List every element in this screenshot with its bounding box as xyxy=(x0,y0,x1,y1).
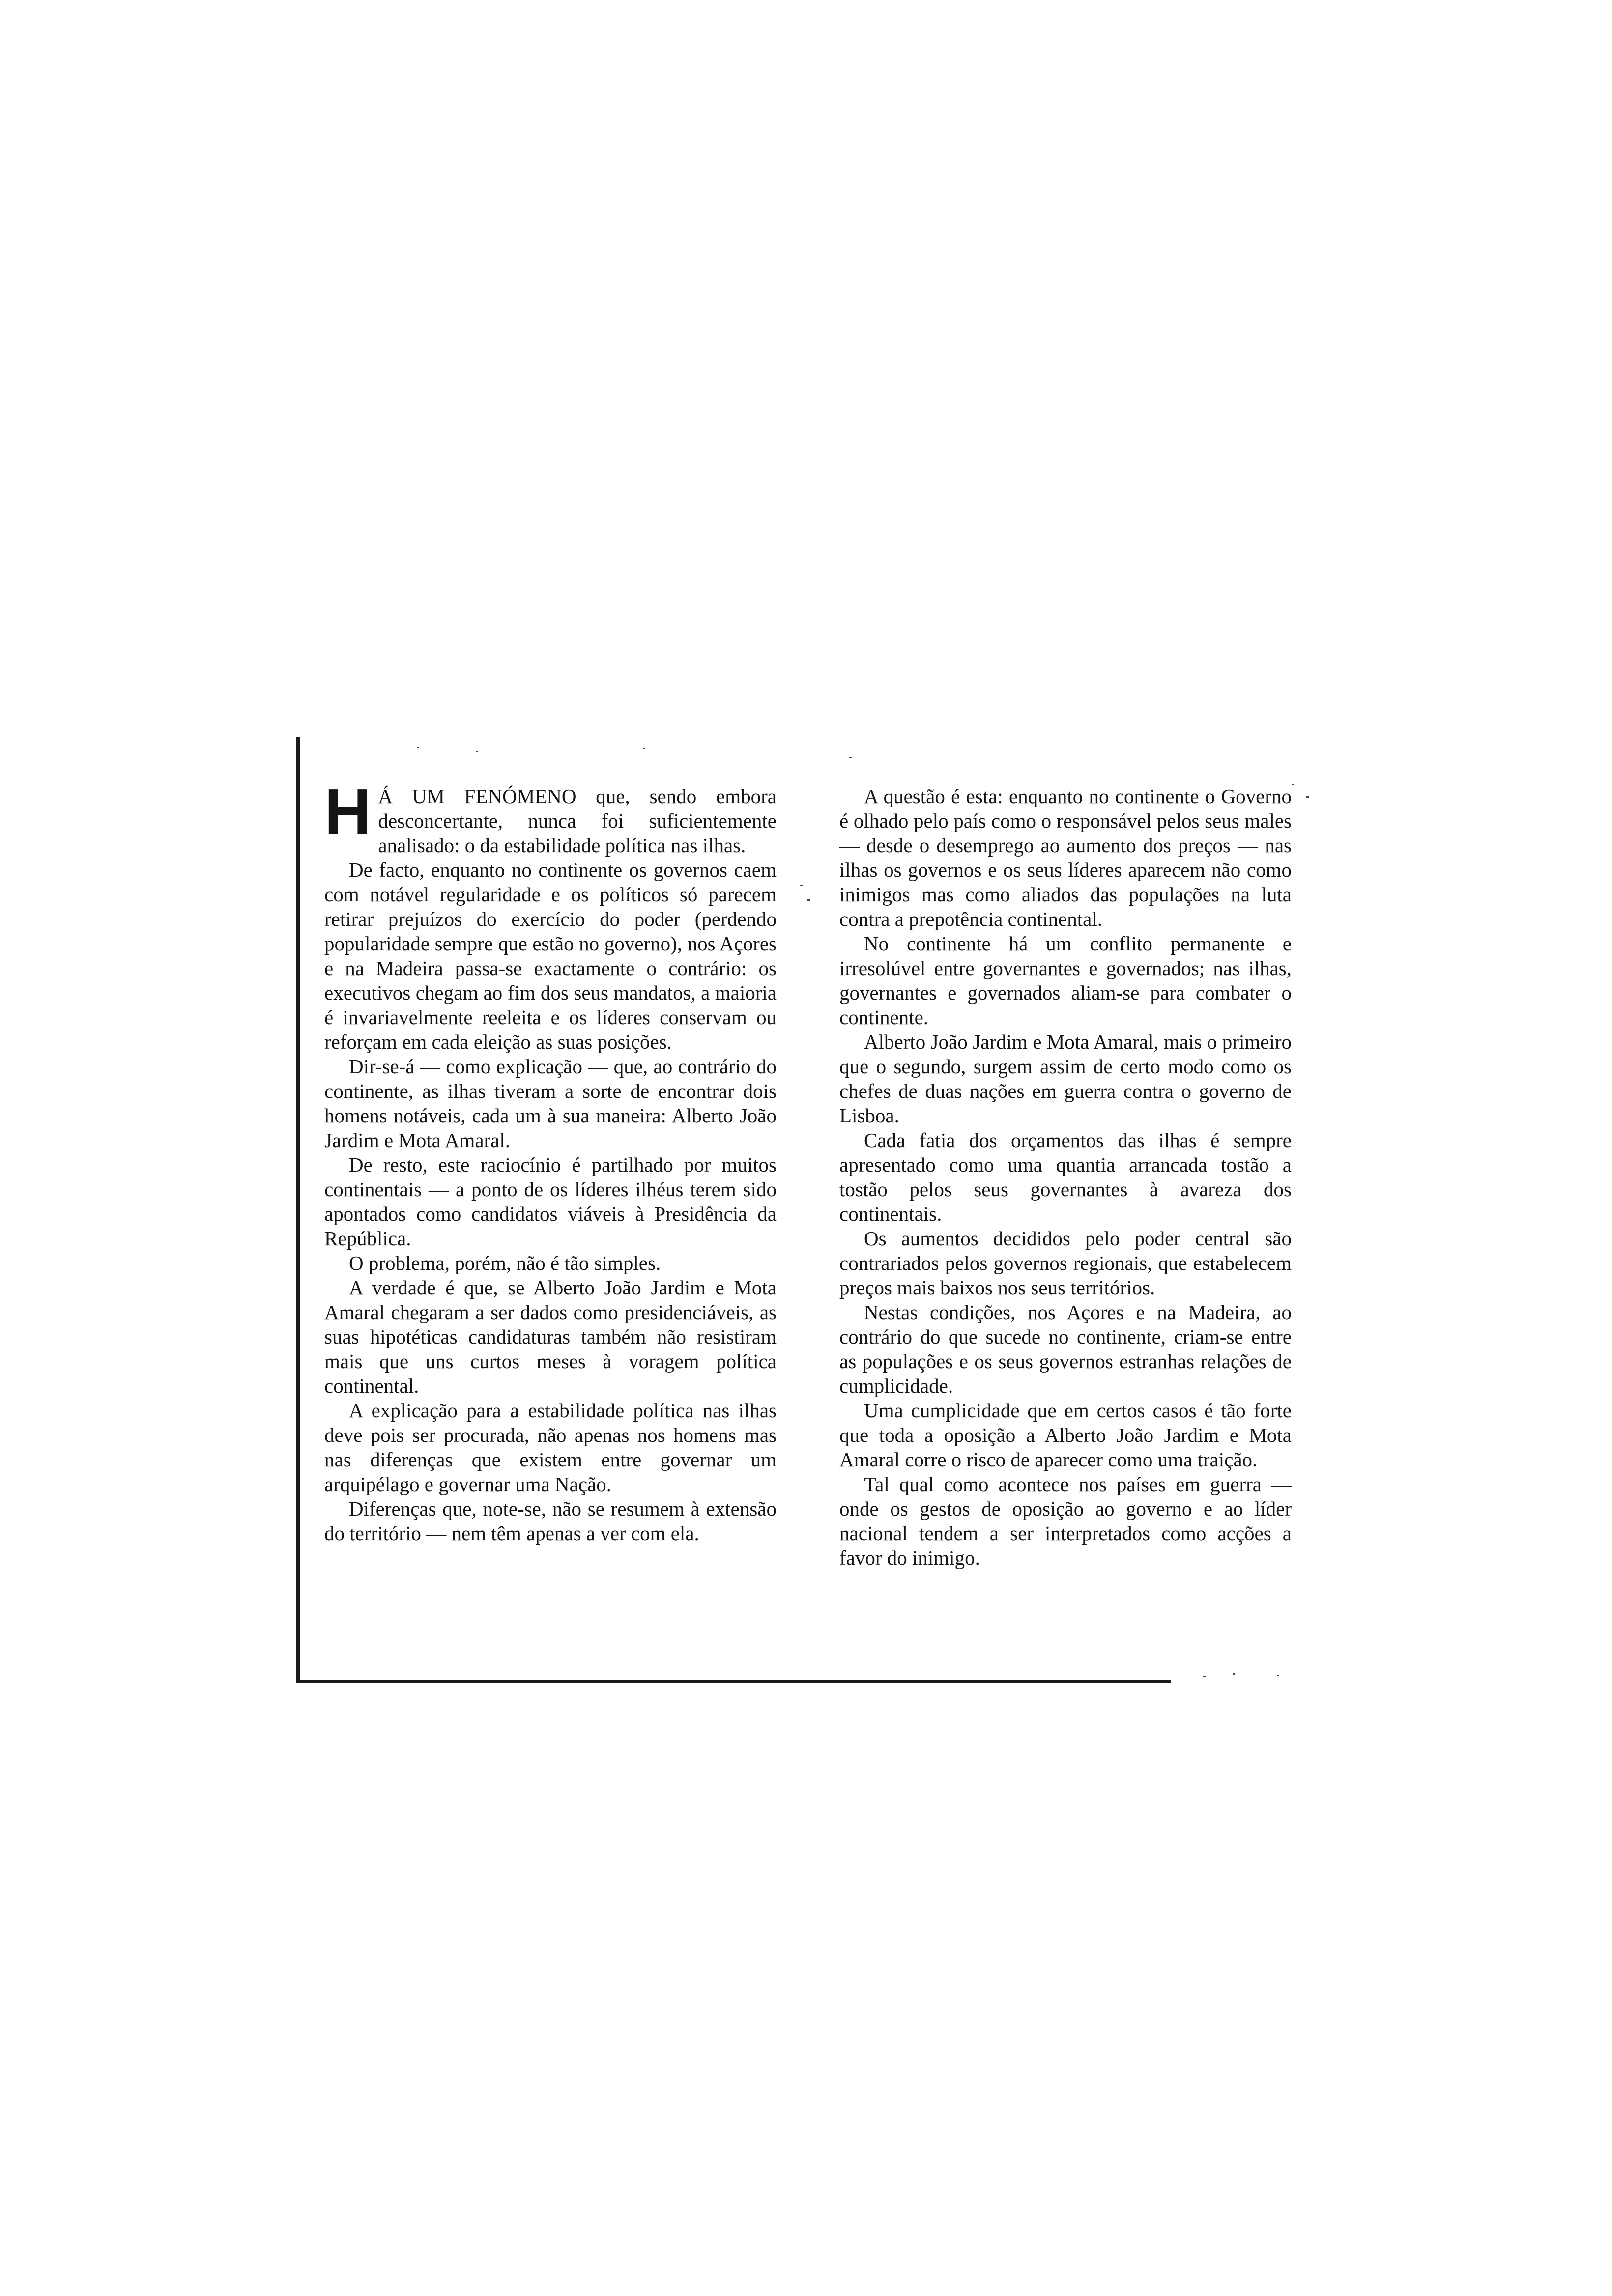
paragraph: Nestas condições, nos Açores e na Madeira, ao contrário do que sucede no continente, criam-se entre as populações e os seus governos estranhas relações de cumplicidade. xyxy=(839,1301,1292,1397)
drop-cap: H xyxy=(324,775,372,848)
right-text-column xyxy=(839,784,1292,1570)
paragraph: De resto, este raciocínio é partilhado por muitos continentais — a ponto de os líderes ilhéus terem sido apontados como candidatos viáveis à Presidência da República. xyxy=(324,1153,777,1250)
paragraph: Cada fatia dos orçamentos das ilhas é sempre apresentado como uma quantia arrancada tostão a tostão pelos seus governantes à avareza dos continentais. xyxy=(839,1129,1292,1225)
paragraph: A verdade é que, se Alberto João Jardim e Mota Amaral chegaram a ser dados como presidenciáveis, as suas hipotéticas candidaturas também não resistiram mais que uns curtos meses à voragem política continental. xyxy=(324,1276,777,1397)
paragraph: Tal qual como acontece nos países em guerra — onde os gestos de oposição ao governo e ao líder nacional tendem a ser interpretados como acções a favor do inimigo. xyxy=(839,1473,1292,1569)
left-border-rule xyxy=(296,737,300,1681)
paragraph: Alberto João Jardim e Mota Amaral, mais o primeiro que o segundo, surgem assim de certo modo como os chefes de duas nações em guerra contra o governo de Lisboa. xyxy=(839,1031,1292,1127)
paragraph: De facto, enquanto no continente os governos caem com notável regularidade e os políticos só parecem retirar prejuízos do exercício do poder (perdendo popularidade sempre que estão no governo), nos Açores e na Madeira passa-se exactamente o contrário: os executivos chegam ao fim dos seus mandatos, a maioria é invariavelmente reeleita e os líderes conservam ou reforçam em cada eleição as suas posições. xyxy=(324,859,777,1053)
paragraph: Uma cumplicidade que em certos casos é tão forte que toda a oposição a Alberto João Jardim e Mota Amaral corre o risco de aparecer como uma traição. xyxy=(839,1399,1292,1471)
newspaper-clipping xyxy=(269,737,1311,1686)
paragraph xyxy=(324,775,777,858)
paragraph: Diferenças que, note-se, não se resumem à extensão do território — nem têm apenas a ver com ela. xyxy=(324,1497,777,1545)
paragraph: Dir-se-á — como explicação — que, ao contrário do continente, as ilhas tiveram a sorte de encontrar dois homens notáveis, cada um à sua maneira: Alberto João Jardim e Mota Amaral. xyxy=(324,1055,777,1151)
paragraph: A questão é esta: enquanto no continente o Governo é olhado pelo país como o responsável pelos seus males — desde o desemprego ao aumento dos preços — nas ilhas os governos e os seus líderes aparecem não como inimigos mas como aliados das populações na luta contra a prepotência continental. xyxy=(839,785,1292,930)
paragraph: O problema, porém, não é tão simples. xyxy=(349,1252,661,1274)
paragraph-text: Á UM FENÓMENO que, sendo embora desconcertante, nunca foi suficientemente analisado: o da estabilidade política nas ilhas. xyxy=(378,785,777,857)
paragraph: Os aumentos decididos pelo poder central são contrariados pelos governos regionais, que estabelecem preços mais baixos nos seus territórios. xyxy=(839,1227,1292,1299)
bottom-border-rule xyxy=(296,1680,1171,1683)
paragraph: A explicação para a estabilidade política nas ilhas deve pois ser procurada, não apenas nos homens mas nas diferenças que existem entre governar um arquipélago e governar uma Nação. xyxy=(324,1399,777,1495)
left-text-column xyxy=(324,775,777,1546)
paragraph: No continente há um conflito permanente e irresolúvel entre governantes e governados; nas ilhas, governantes e governados aliam-se para combater o continente. xyxy=(839,932,1292,1029)
